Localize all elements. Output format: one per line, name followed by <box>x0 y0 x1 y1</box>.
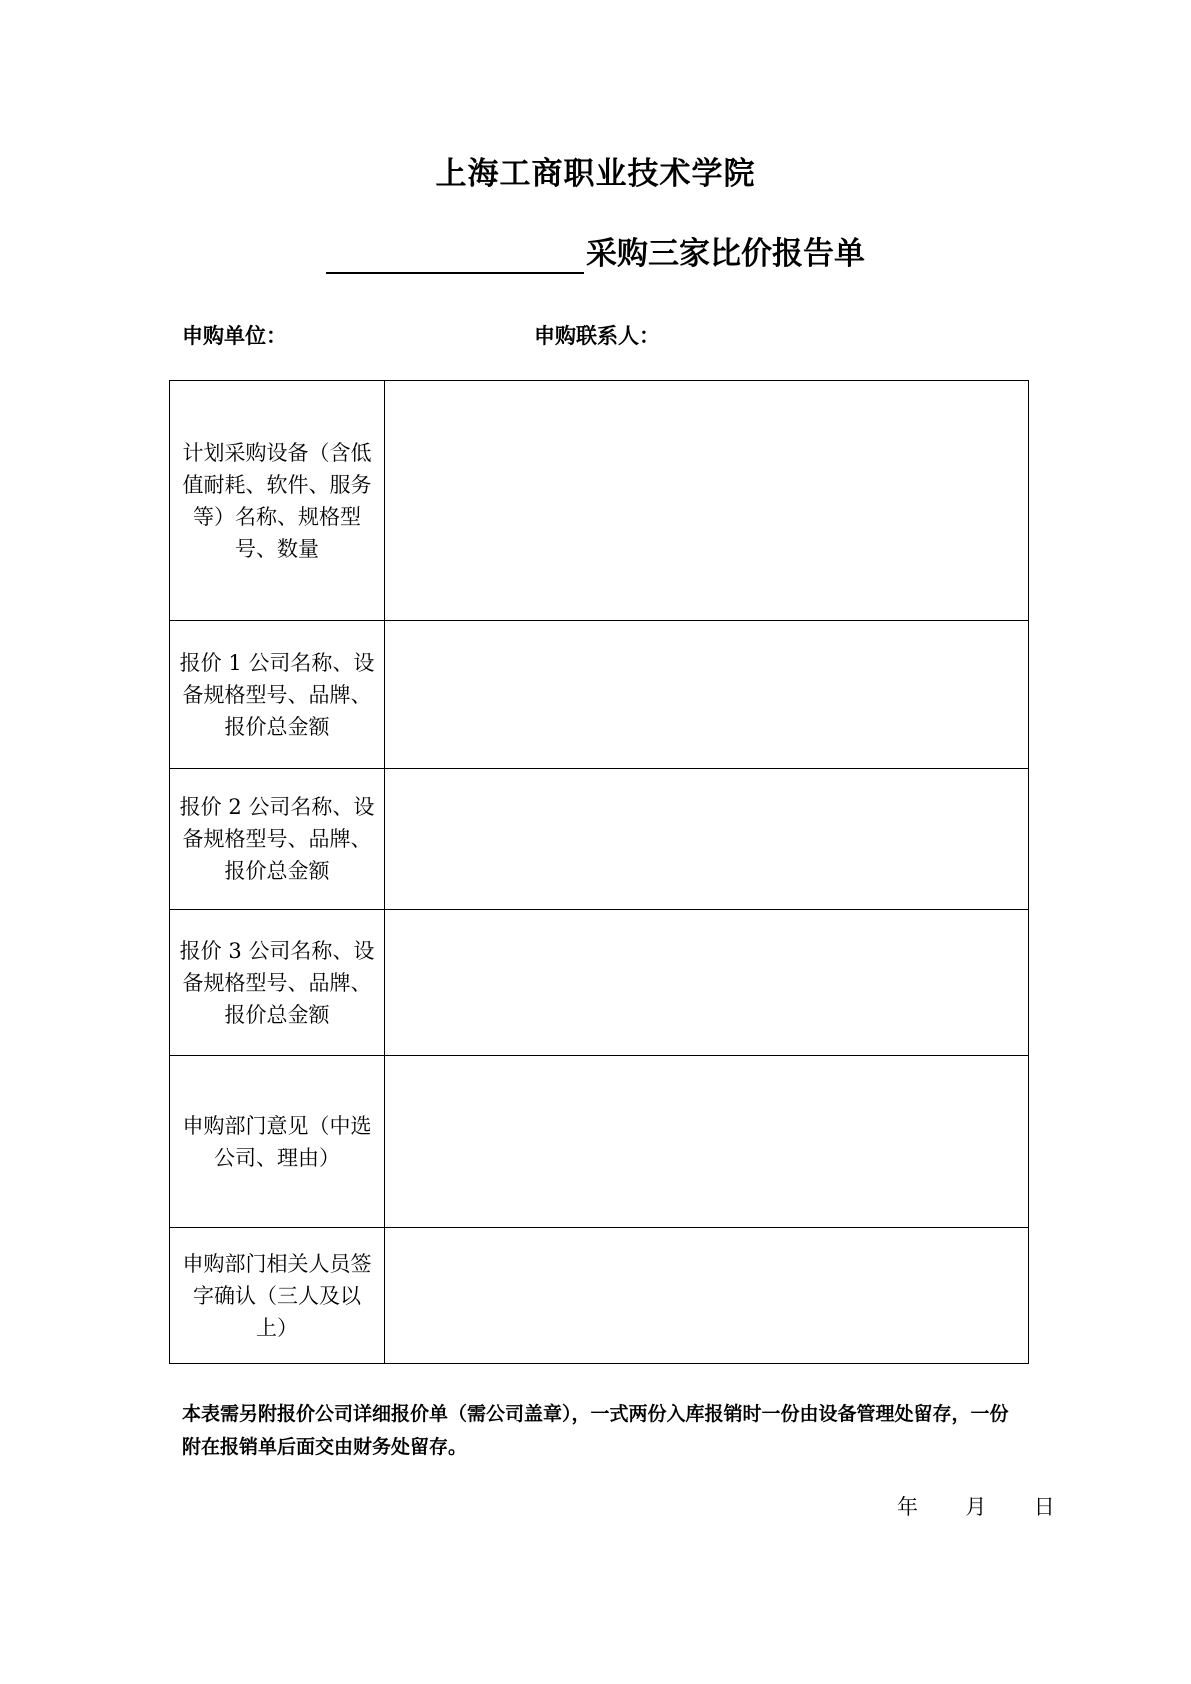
form-title-line <box>0 234 1191 274</box>
quote-2-field[interactable] <box>385 769 1029 910</box>
institution-title: 上海工商职业技术学院 <box>435 156 756 192</box>
quote-1-field[interactable] <box>385 621 1029 769</box>
signatures-field[interactable] <box>385 1228 1029 1364</box>
date-day-label: 日 <box>1033 1495 1055 1519</box>
row-label-cell <box>170 1056 385 1228</box>
row-label-signatures: 申购部门相关人员签字确认（三人及以上） <box>182 1251 372 1340</box>
table-row <box>170 381 1029 621</box>
date-line <box>897 1492 1055 1522</box>
table-row <box>170 910 1029 1056</box>
footnote: 本表需另附报价公司详细报价单（需公司盖章），一式两份入库报销时一份由设备管理处留存，一份附在报销单后面交由财务处留存。 <box>182 1403 1009 1458</box>
row-label-cell <box>170 621 385 769</box>
price-comparison-table <box>169 380 1029 1364</box>
row-label-department-opinion: 申购部门意见（中选公司、理由） <box>182 1113 372 1170</box>
date-month-label: 月 <box>965 1495 987 1519</box>
row-label-quote-1: 报价 1 公司名称、设备规格型号、品牌、报价总金额 <box>179 650 375 739</box>
form-title: 采购三家比价报告单 <box>586 236 865 272</box>
table-row <box>170 621 1029 769</box>
date-year-label: 年 <box>897 1495 918 1519</box>
row-label-quote-3: 报价 3 公司名称、设备规格型号、品牌、报价总金额 <box>179 938 375 1027</box>
department-blank <box>326 238 584 274</box>
row-label-quote-2: 报价 2 公司名称、设备规格型号、品牌、报价总金额 <box>179 795 375 883</box>
row-label-cell <box>170 910 385 1056</box>
table-row <box>170 1056 1029 1228</box>
quote-3-field[interactable] <box>385 910 1029 1056</box>
department-opinion-field[interactable] <box>385 1056 1029 1228</box>
row-label-cell <box>170 769 385 910</box>
row-label-cell <box>170 381 385 621</box>
table-row <box>170 1228 1029 1364</box>
row-label-planned-equipment: 计划采购设备（含低值耐耗、软件、服务等）名称、规格型号、数量 <box>182 440 372 561</box>
table-row <box>170 769 1029 910</box>
planned-equipment-field[interactable] <box>385 381 1029 621</box>
applicant-contact-label: 申购联系人： <box>534 323 660 348</box>
applicant-unit-label: 申购单位： <box>182 323 287 348</box>
row-label-cell <box>170 1228 385 1364</box>
